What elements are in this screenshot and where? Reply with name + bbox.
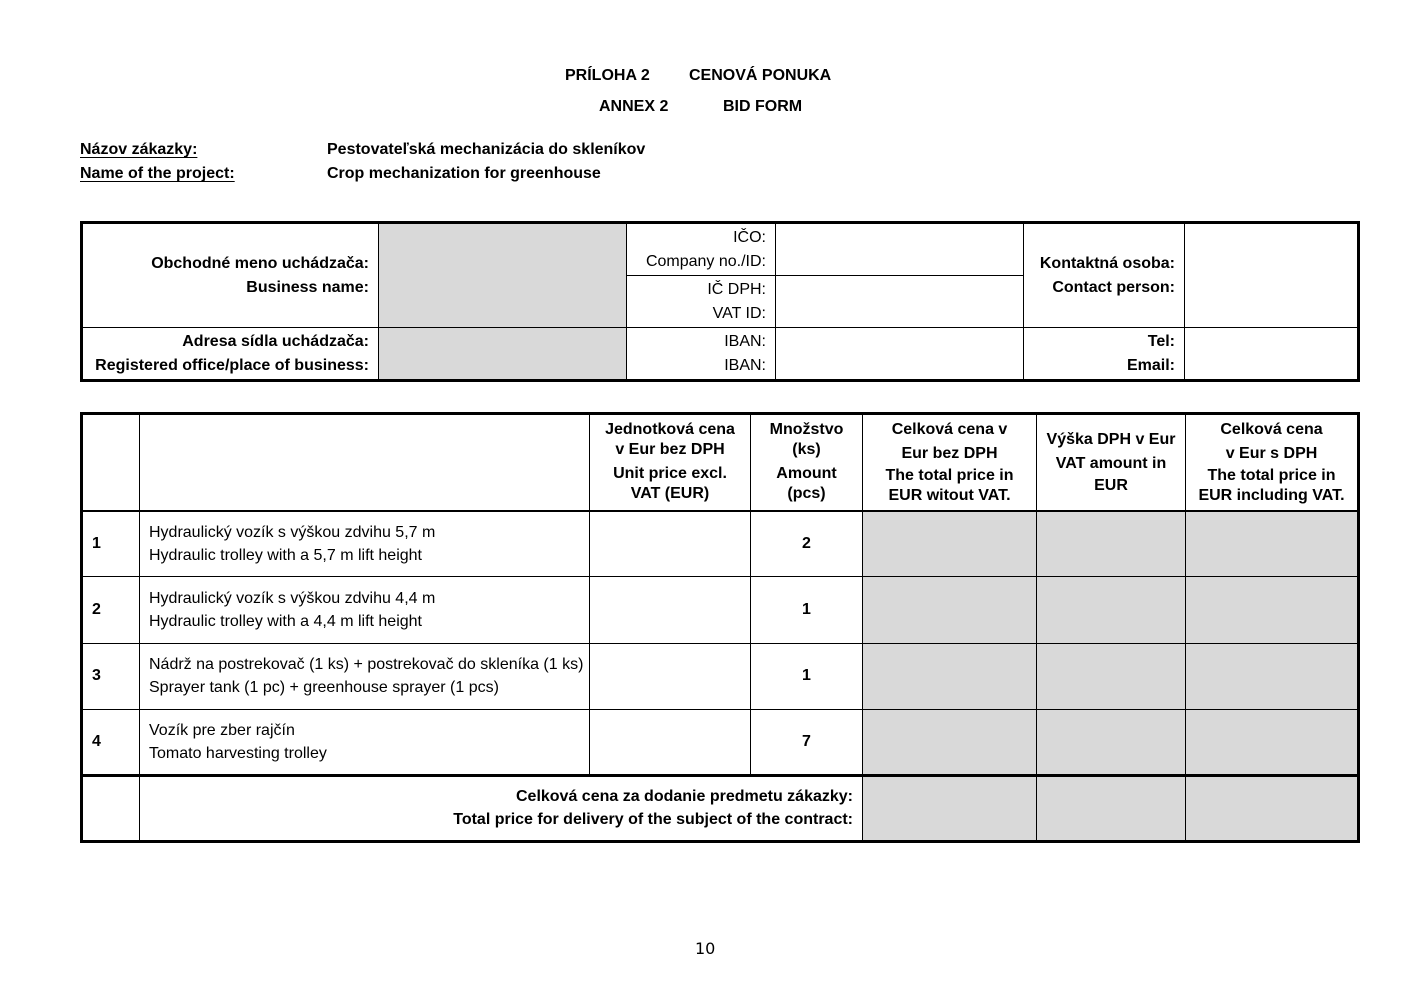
company-id-field[interactable] bbox=[776, 223, 1024, 276]
supplier-info-table bbox=[80, 221, 1360, 382]
total-excl-vat-cell bbox=[863, 577, 1037, 643]
tel-email-label: Tel: Email: bbox=[1024, 328, 1185, 381]
vat-id-field[interactable] bbox=[776, 276, 1024, 328]
unit-price-field[interactable] bbox=[590, 709, 751, 775]
total-price-label: Celková cena za dodanie predmetu zákazky: Total price for delivery of the subject of the contract: bbox=[140, 775, 863, 841]
price-table bbox=[80, 412, 1360, 843]
annex-subtitle-sk: CENOVÁ PONUKA bbox=[689, 67, 832, 84]
header-vat-amount: Výška DPH v Eur VAT amount in EUR bbox=[1037, 414, 1186, 511]
total-excl-vat-cell bbox=[863, 643, 1037, 709]
total-excl-vat-cell bbox=[863, 709, 1037, 775]
address-label: Adresa sídla uchádzača: Registered office/place of business: bbox=[82, 328, 379, 381]
total-row bbox=[82, 775, 1359, 841]
project-label-sk: Názov zákazky: bbox=[80, 141, 198, 158]
table-row bbox=[82, 577, 1359, 643]
grand-total-vat-cell bbox=[1037, 775, 1186, 841]
header-total-excl-vat: Celková cena v Eur bez DPH The total price in EUR witout VAT. bbox=[863, 414, 1037, 511]
iban-field[interactable] bbox=[776, 328, 1024, 381]
annex-title-sk: PRÍLOHA 2 bbox=[565, 67, 650, 84]
total-incl-vat-cell bbox=[1186, 643, 1359, 709]
business-name-field[interactable] bbox=[379, 223, 627, 328]
iban-label: IBAN: IBAN: bbox=[627, 328, 776, 381]
header-description-cell bbox=[140, 414, 590, 511]
row-number: 2 bbox=[82, 577, 140, 643]
row-number: 3 bbox=[82, 643, 140, 709]
address-field[interactable] bbox=[379, 328, 627, 381]
total-excl-vat-cell bbox=[863, 511, 1037, 577]
header-number-cell bbox=[82, 414, 140, 511]
total-incl-vat-cell bbox=[1186, 511, 1359, 577]
annex-subtitle-en: BID FORM bbox=[723, 98, 803, 115]
row-quantity: 7 bbox=[751, 709, 863, 775]
row-description: Nádrž na postrekovač (1 ks) + postrekovač do skleníka (1 ks) Sprayer tank (1 pc) + greenhouse sprayer (1 pcs) bbox=[140, 643, 590, 709]
row-description: Hydraulický vozík s výškou zdvihu 5,7 m Hydraulic trolley with a 5,7 m lift height bbox=[140, 511, 590, 577]
unit-price-field[interactable] bbox=[590, 511, 751, 577]
table-row bbox=[82, 511, 1359, 577]
row-quantity: 2 bbox=[751, 511, 863, 577]
row-number: 1 bbox=[82, 511, 140, 577]
total-incl-vat-cell bbox=[1186, 709, 1359, 775]
vat-id-label: IČ DPH: VAT ID: bbox=[627, 276, 776, 328]
unit-price-field[interactable] bbox=[590, 577, 751, 643]
grand-total-excl-vat-cell bbox=[863, 775, 1037, 841]
contact-person-label: Kontaktná osoba: Contact person: bbox=[1024, 223, 1185, 328]
contact-person-field[interactable] bbox=[1185, 223, 1359, 328]
header-amount: Množstvo (ks) Amount (pcs) bbox=[751, 414, 863, 511]
header-total-incl-vat: Celková cena v Eur s DPH The total price in EUR including VAT. bbox=[1186, 414, 1359, 511]
row-description: Hydraulický vozík s výškou zdvihu 4,4 m Hydraulic trolley with a 4,4 m lift height bbox=[140, 577, 590, 643]
vat-amount-cell bbox=[1037, 511, 1186, 577]
row-quantity: 1 bbox=[751, 577, 863, 643]
project-name-sk: Pestovateľská mechanizácia do skleníkov bbox=[327, 141, 646, 158]
company-id-label: IČO: Company no./ID: bbox=[627, 223, 776, 276]
row-quantity: 1 bbox=[751, 643, 863, 709]
grand-total-incl-vat-cell bbox=[1186, 775, 1359, 841]
row-description: Vozík pre zber rajčín Tomato harvesting trolley bbox=[140, 709, 590, 775]
vat-amount-cell bbox=[1037, 709, 1186, 775]
header-unit-price: Jednotková cena v Eur bez DPH Unit price excl. VAT (EUR) bbox=[590, 414, 751, 511]
unit-price-field[interactable] bbox=[590, 643, 751, 709]
project-label-en: Name of the project: bbox=[80, 165, 235, 182]
tel-email-field[interactable] bbox=[1185, 328, 1359, 381]
vat-amount-cell bbox=[1037, 643, 1186, 709]
total-row-number-cell bbox=[82, 775, 140, 841]
page-number: 10 bbox=[695, 939, 716, 958]
table-row bbox=[82, 709, 1359, 775]
total-incl-vat-cell bbox=[1186, 577, 1359, 643]
project-name-en: Crop mechanization for greenhouse bbox=[327, 165, 601, 182]
business-name-label: Obchodné meno uchádzača: Business name: bbox=[82, 223, 379, 328]
vat-amount-cell bbox=[1037, 577, 1186, 643]
row-number: 4 bbox=[82, 709, 140, 775]
table-row bbox=[82, 643, 1359, 709]
annex-title-en: ANNEX 2 bbox=[599, 98, 669, 115]
